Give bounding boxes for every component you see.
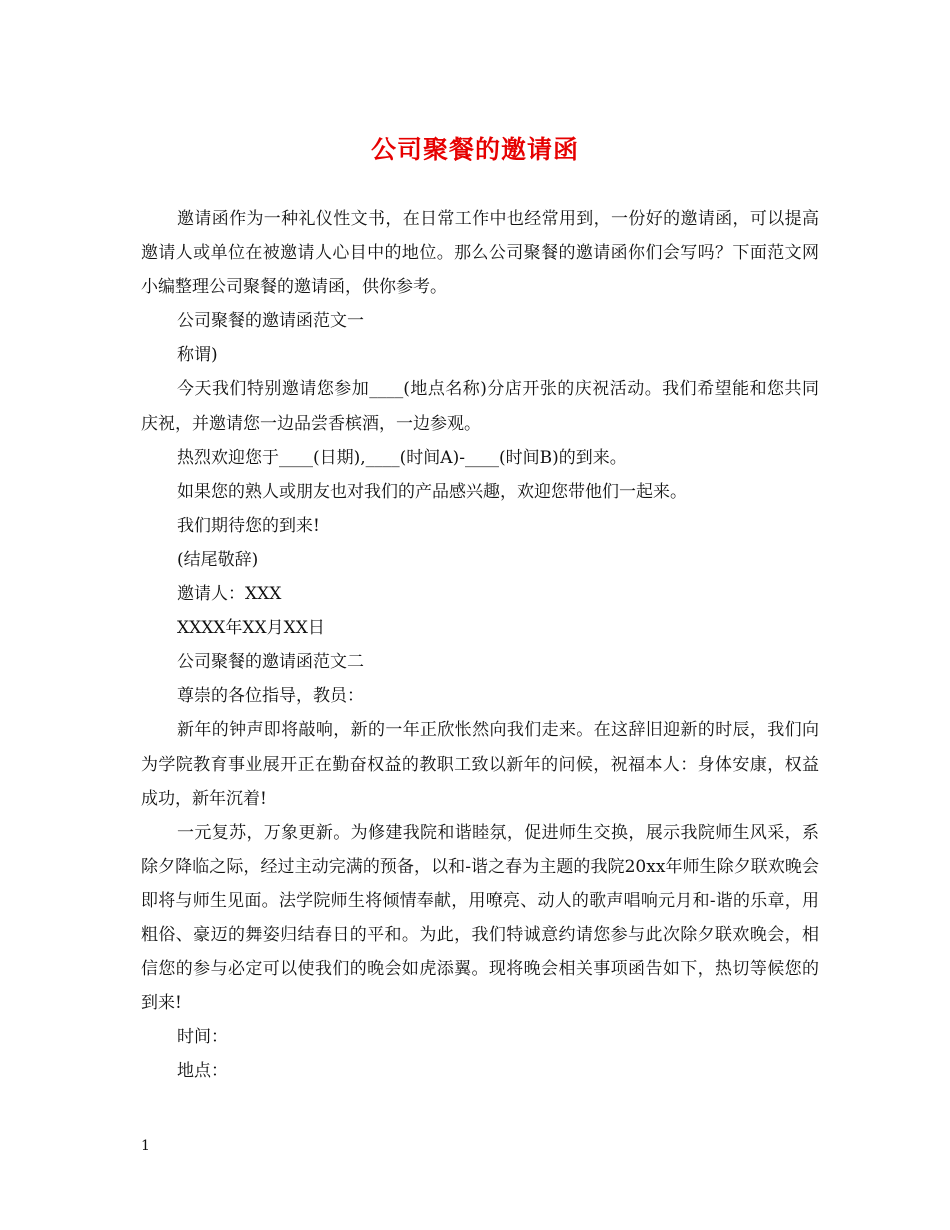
paragraph-closing: (结尾敬辞): [177, 549, 259, 570]
paragraph-friends: 如果您的熟人或朋友也对我们的产品感兴趣，欢迎您带他们一起来。: [177, 481, 687, 502]
document-title: 公司聚餐的邀请函: [370, 135, 579, 164]
paragraph-inviter: 邀请人：XXX: [177, 584, 282, 605]
paragraph-new-year: 新年的钟声即将敲响，新的一年正欣怅然向我们走来。在这辞旧迎新的时辰，我们向为学院教育事业展开正在勤奋权益的教职工致以新年的问候，祝福本人：身体安康，权益成功，新年沉着!: [141, 720, 819, 809]
paragraph-date-time: 热烈欢迎您于____(日期),____(时间A)-____(时间B)的到来。: [177, 447, 627, 468]
paragraph-greeting: 尊崇的各位指导，教员：: [177, 686, 364, 707]
paragraph-event-description: 一元复苏，万象更新。为修建我院和谐睦氛，促进师生交换，展示我院师生风采，系除夕降临之际，经过主动完满的预备，以和-谐之春为主题的我院20xx年师生除夕联欢晚会即将与师生见面。法学院师生将倾情奉献，用嘹亮、动人的歌声唱响元月和-谐的乐章，用粗俗、豪迈的舞姿归结春日的平和。为此，我们特诚意约请您参与此次除夕联欢晚会，相信您的参与必定可以使我们的晚会如虎添翼。现将晚会相关事项函告如下，热切等候您的到来!: [141, 822, 819, 1014]
paragraph-location: 地点：: [177, 1061, 228, 1082]
paragraph-date: XXXX年XX月XX日: [177, 618, 325, 639]
page-number: 1: [141, 1138, 150, 1154]
document-body: [141, 202, 819, 1088]
paragraph-salutation: 称谓): [177, 345, 218, 366]
paragraph-invitation: 今天我们特别邀请您参加____(地点名称)分店开张的庆祝活动。我们希望能和您共同庆祝，并邀请您一边品尝香槟酒，一边参观。: [141, 379, 819, 434]
paragraph-intro: 邀请函作为一种礼仪性文书，在日常工作中也经常用到，一份好的邀请函，可以提高邀请人或单位在被邀请人心目中的地位。那么公司聚餐的邀请函你们会写吗？下面范文网小编整理公司聚餐的邀请函，供你参考。: [141, 209, 819, 298]
paragraph-sample-one-heading: 公司聚餐的邀请函范文一: [177, 311, 364, 332]
paragraph-expectation: 我们期待您的到来!: [177, 515, 320, 536]
paragraph-sample-two-heading: 公司聚餐的邀请函范文二: [177, 652, 364, 673]
paragraph-time: 时间：: [177, 1027, 228, 1048]
